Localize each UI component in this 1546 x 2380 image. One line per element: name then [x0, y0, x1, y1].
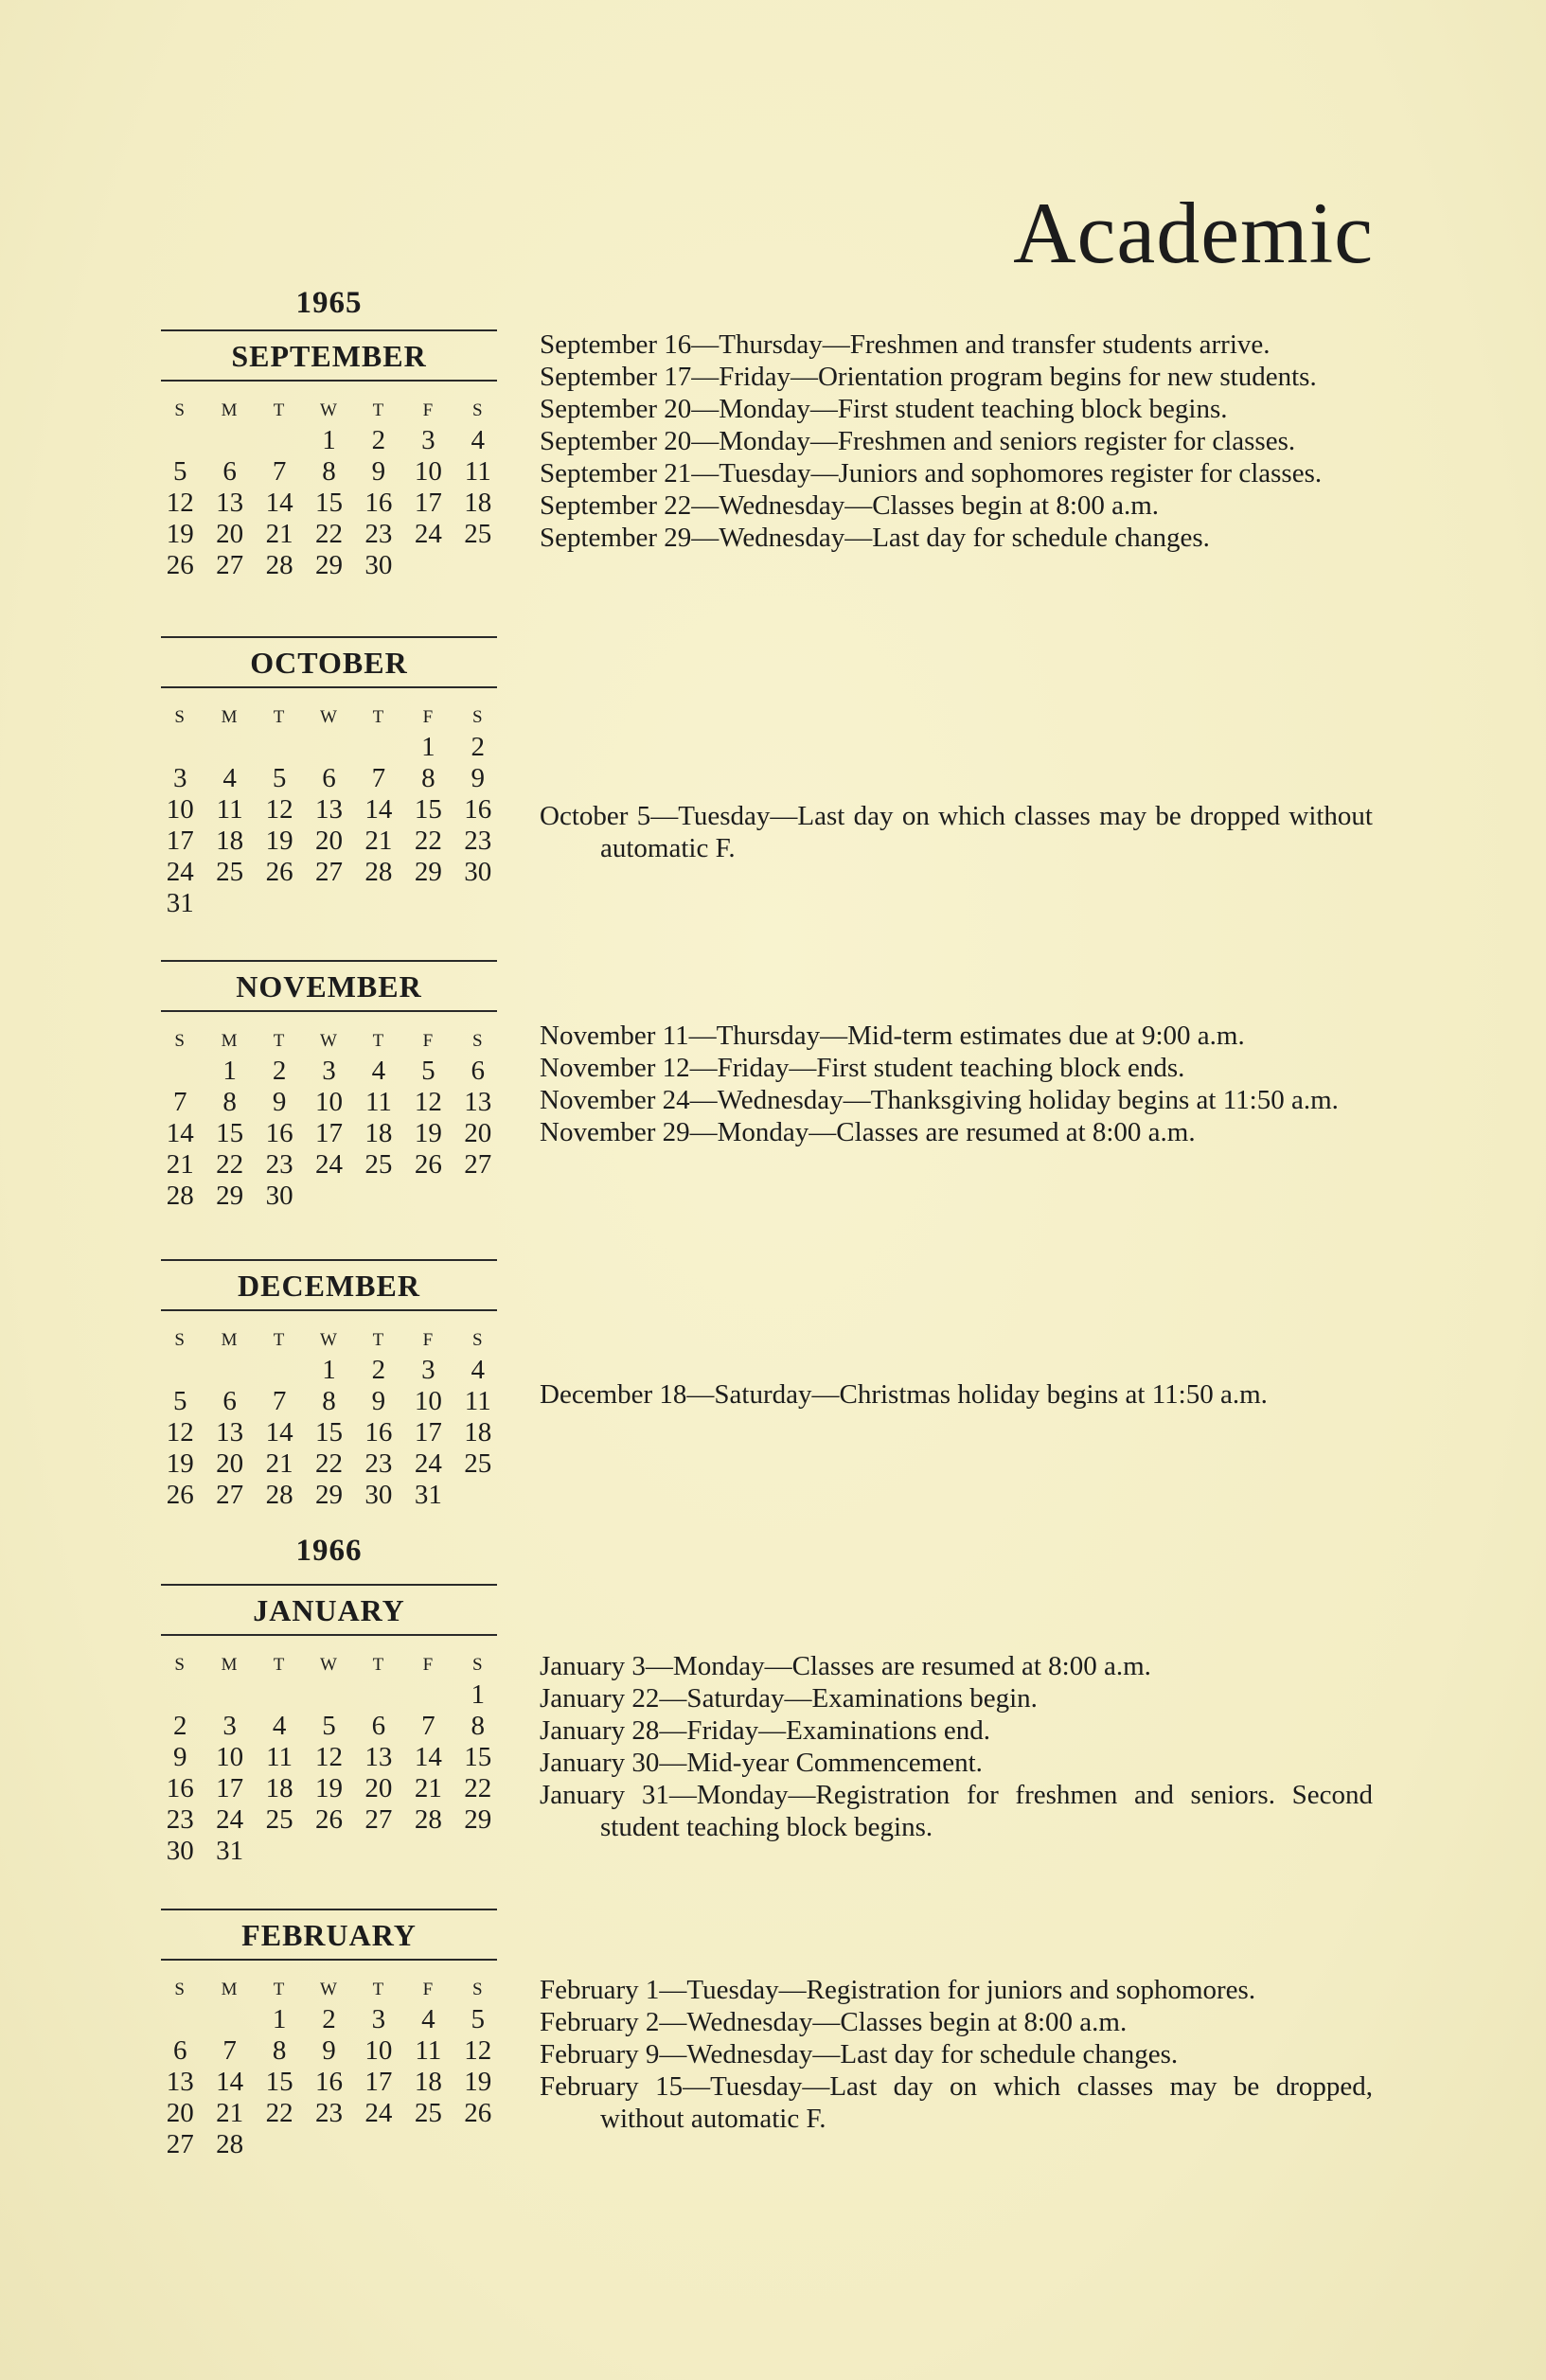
calendar-day: 17 [216, 1773, 244, 1803]
calendar-event: December 18—Saturday—Christmas holiday begins at 11:50 a.m. [540, 1379, 1268, 1410]
calendar-day: 27 [216, 1480, 244, 1510]
weekday-header: S [471, 707, 484, 727]
calendar-day: 30 [364, 550, 393, 580]
calendar-month-name: DECEMBER [161, 1261, 497, 1311]
calendar-day: 14 [166, 1118, 194, 1148]
calendar-day: 14 [414, 1742, 442, 1772]
weekday-header: T [273, 400, 286, 420]
calendar-day: 13 [216, 488, 244, 518]
calendar-day: 1 [272, 2004, 287, 2034]
weekday-header: S [174, 1980, 186, 1999]
calendar-day: 8 [421, 763, 435, 793]
calendar-day: 2 [471, 732, 486, 762]
calendar-day: 13 [314, 794, 343, 825]
calendar-day: 1 [222, 1056, 237, 1086]
weekday-header: S [174, 1655, 186, 1675]
calendar-day: 22 [314, 519, 343, 549]
calendar-blank-cell [403, 1679, 453, 1711]
calendar-event: September 29—Wednesday—Last day for schedule changes. [540, 523, 1210, 553]
calendar-day: 16 [265, 1118, 293, 1148]
calendar-day: 11 [464, 1386, 491, 1416]
calendar-blank-cell [155, 732, 204, 763]
calendar-day: 4 [471, 1355, 486, 1385]
calendar-day: 28 [265, 550, 293, 580]
calendar-day: 16 [464, 794, 492, 825]
calendar-day: 18 [216, 826, 244, 856]
calendar-day: 2 [322, 2004, 336, 2034]
calendar-day: 11 [266, 1742, 293, 1772]
weekday-header: F [422, 1655, 435, 1675]
calendar-day: 31 [166, 888, 194, 918]
weekday-header: T [273, 1330, 286, 1350]
calendar-day: 22 [414, 826, 442, 856]
calendar-day: 23 [364, 1448, 393, 1479]
weekday-header: M [221, 1330, 239, 1350]
events-november [540, 1020, 1373, 1148]
calendar-day: 10 [364, 2035, 393, 2066]
weekday-header: M [221, 1980, 239, 1999]
calendar-day: 7 [172, 1087, 187, 1117]
weekday-header: M [221, 1655, 239, 1675]
calendar-day: 17 [364, 2067, 393, 2097]
calendar-day: 27 [464, 1149, 492, 1180]
weekday-header: S [174, 1031, 186, 1051]
calendar-day: 26 [314, 1804, 343, 1835]
calendar-day: 27 [314, 857, 343, 887]
calendar-day: 9 [172, 1742, 187, 1772]
calendar-day: 31 [216, 1836, 244, 1866]
calendar-blank-cell [354, 732, 403, 763]
calendar-blank-cell [204, 2004, 254, 2035]
calendar-day: 2 [272, 1056, 287, 1086]
calendar-day: 26 [464, 2098, 492, 2128]
calendar-day: 15 [314, 488, 343, 518]
weekday-header: S [471, 1031, 484, 1051]
weekday-header: T [273, 707, 286, 727]
calendar-day: 12 [464, 2035, 492, 2066]
calendar-day: 30 [166, 1836, 194, 1866]
calendar-day: 27 [216, 550, 244, 580]
calendar-day: 28 [166, 1181, 194, 1211]
calendar-day: 11 [364, 1087, 392, 1117]
calendar-day: 11 [216, 794, 243, 825]
calendar-day: 23 [166, 1804, 194, 1835]
calendar-day: 22 [216, 1149, 244, 1180]
calendar-day: 3 [222, 1711, 237, 1741]
year-1965: 1965 [295, 286, 363, 320]
calendar-day: 26 [414, 1149, 442, 1180]
calendar-event: October 5—Tuesday—Last day on which classes may be dropped without automatic F. [540, 801, 1373, 863]
calendar-event: September 21—Tuesday—Juniors and sophomores register for classes. [540, 458, 1323, 488]
calendar-day: 8 [322, 1386, 336, 1416]
calendar-blank-cell [155, 1355, 204, 1386]
calendar-day: 23 [464, 826, 492, 856]
calendar-blank-cell [155, 1056, 204, 1087]
calendar-event: November 24—Wednesday—Thanksgiving holiday begins at 11:50 a.m. [540, 1085, 1339, 1115]
calendar-day: 12 [265, 794, 293, 825]
calendar-blank-cell [255, 425, 304, 456]
calendar-day: 13 [216, 1417, 244, 1448]
calendar-september [161, 329, 497, 581]
weekday-header: M [221, 707, 239, 727]
calendar-event: September 20—Monday—Freshmen and seniors register for classes. [540, 426, 1296, 456]
calendar-day: 19 [265, 826, 293, 856]
calendar-day: 3 [371, 2004, 386, 2034]
calendar-day: 15 [265, 2067, 293, 2097]
calendar-october [161, 636, 497, 919]
weekday-header: T [372, 1655, 385, 1675]
calendar-day: 26 [166, 550, 194, 580]
calendar-day: 10 [216, 1742, 244, 1772]
calendar-day: 11 [464, 456, 491, 487]
calendar-day: 19 [314, 1773, 343, 1803]
calendar-day: 4 [222, 763, 237, 793]
calendar-day: 23 [364, 519, 393, 549]
calendar-day: 8 [471, 1711, 486, 1741]
calendar-day: 24 [216, 1804, 244, 1835]
calendar-day: 16 [314, 2067, 343, 2097]
calendar-day: 22 [265, 2098, 293, 2128]
calendar-day: 30 [265, 1181, 293, 1211]
weekday-header: W [320, 707, 338, 727]
calendar-day: 2 [172, 1711, 187, 1741]
calendar-day: 25 [364, 1149, 393, 1180]
calendar-day: 24 [166, 857, 194, 887]
calendar-day: 3 [322, 1056, 336, 1086]
calendar-day: 15 [314, 1417, 343, 1448]
calendar-grid [155, 703, 503, 919]
calendar-day: 28 [364, 857, 393, 887]
calendar-day: 30 [464, 857, 492, 887]
calendar-day: 17 [314, 1118, 343, 1148]
calendar-day: 6 [222, 456, 237, 487]
calendar-day: 30 [364, 1480, 393, 1510]
calendar-blank-cell [255, 1679, 304, 1711]
calendar-day: 6 [172, 2035, 187, 2066]
calendar-event: February 2—Wednesday—Classes begin at 8:00 a.m. [540, 2007, 1128, 2037]
calendar-day: 5 [322, 1711, 336, 1741]
calendar-day: 14 [265, 488, 293, 518]
calendar-day: 21 [166, 1149, 194, 1180]
calendar-day: 14 [216, 2067, 244, 2097]
calendar-day: 18 [464, 1417, 492, 1448]
calendar-day: 20 [166, 2098, 194, 2128]
calendar-day: 29 [464, 1804, 492, 1835]
weekday-header: T [273, 1655, 286, 1675]
calendar-day: 6 [471, 1056, 486, 1086]
calendar-day: 7 [371, 763, 386, 793]
calendar-day: 23 [314, 2098, 343, 2128]
calendar-day: 9 [371, 456, 386, 487]
calendar-day: 20 [364, 1773, 393, 1803]
calendar-grid [155, 1027, 503, 1212]
calendar-grid [155, 397, 503, 581]
calendar-day: 21 [364, 826, 393, 856]
year-1966: 1966 [295, 1534, 363, 1568]
calendar-day: 6 [322, 763, 336, 793]
calendar-day: 19 [464, 2067, 492, 2097]
weekday-header: W [320, 1031, 338, 1051]
calendar-event: November 11—Thursday—Mid-term estimates due at 9:00 a.m. [540, 1021, 1245, 1051]
calendar-day: 29 [314, 550, 343, 580]
calendar-day: 10 [166, 794, 194, 825]
calendar-day: 25 [216, 857, 244, 887]
calendar-month-name: SEPTEMBER [161, 331, 497, 382]
calendar-day: 25 [414, 2098, 442, 2128]
weekday-header: W [320, 1330, 338, 1350]
calendar-day: 24 [414, 1448, 442, 1479]
calendar-blank-cell [354, 1679, 403, 1711]
calendar-day: 14 [265, 1417, 293, 1448]
calendar-day: 9 [322, 2035, 336, 2066]
calendar-event: September 22—Wednesday—Classes begin at 8:00 a.m. [540, 490, 1160, 521]
calendar-day: 17 [414, 1417, 442, 1448]
calendar-day: 6 [371, 1711, 386, 1741]
weekday-header: S [174, 400, 186, 420]
calendar-blank-cell [204, 1679, 254, 1711]
weekday-header: W [320, 400, 338, 420]
calendar-day: 25 [464, 1448, 492, 1479]
weekday-header: W [320, 1980, 338, 1999]
calendar-day: 26 [265, 857, 293, 887]
calendar-day: 13 [364, 1742, 393, 1772]
calendar-day: 28 [265, 1480, 293, 1510]
calendar-january [161, 1584, 497, 1867]
events-september [540, 329, 1373, 554]
calendar-day: 20 [314, 826, 343, 856]
weekday-header: T [372, 707, 385, 727]
calendar-day: 22 [464, 1773, 492, 1803]
weekday-header: T [273, 1031, 286, 1051]
calendar-day: 1 [471, 1679, 486, 1710]
calendar-day: 19 [166, 1448, 194, 1479]
calendar-day: 18 [464, 488, 492, 518]
calendar-day: 12 [166, 1417, 194, 1448]
calendar-day: 20 [216, 519, 244, 549]
calendar-day: 25 [464, 519, 492, 549]
calendar-grid [155, 1326, 503, 1511]
calendar-day: 18 [364, 1118, 393, 1148]
calendar-event: November 29—Monday—Classes are resumed at 8:00 a.m. [540, 1117, 1196, 1147]
calendar-day: 9 [371, 1386, 386, 1416]
calendar-day: 24 [364, 2098, 393, 2128]
calendar-event: February 15—Tuesday—Last day on which classes may be dropped, without automatic F. [540, 2071, 1373, 2134]
calendar-day: 5 [272, 763, 287, 793]
calendar-day: 5 [421, 1056, 435, 1086]
calendar-day: 10 [314, 1087, 343, 1117]
calendar-december [161, 1259, 497, 1511]
calendar-november [161, 960, 497, 1212]
weekday-header: S [471, 1655, 484, 1675]
calendar-day: 12 [314, 1742, 343, 1772]
calendar-day: 9 [272, 1087, 287, 1117]
calendar-event: January 28—Friday—Examinations end. [540, 1715, 990, 1746]
calendar-event: September 16—Thursday—Freshmen and transfer students arrive. [540, 329, 1271, 360]
calendar-day: 15 [464, 1742, 492, 1772]
weekday-header: S [174, 707, 186, 727]
calendar-day: 28 [414, 1804, 442, 1835]
calendar-month-name: OCTOBER [161, 638, 497, 688]
calendar-day: 7 [421, 1711, 435, 1741]
calendar-day: 7 [222, 2035, 237, 2066]
calendar-blank-cell [204, 425, 254, 456]
calendar-day: 1 [421, 732, 435, 762]
calendar-day: 15 [414, 794, 442, 825]
calendar-day: 29 [314, 1480, 343, 1510]
weekday-header: T [372, 1031, 385, 1051]
calendar-day: 8 [222, 1087, 237, 1117]
calendar-day: 21 [265, 1448, 293, 1479]
weekday-header: F [422, 707, 435, 727]
weekday-header: F [422, 400, 435, 420]
weekday-header: F [422, 1330, 435, 1350]
calendar-month-name: JANUARY [161, 1586, 497, 1636]
calendar-blank-cell [155, 2004, 204, 2035]
calendar-day: 4 [421, 2004, 435, 2034]
calendar-day: 29 [414, 857, 442, 887]
calendar-day: 24 [414, 519, 442, 549]
calendar-grid [155, 1651, 503, 1867]
weekday-header: F [422, 1980, 435, 1999]
calendar-day: 2 [371, 1355, 386, 1385]
calendar-day: 7 [272, 1386, 287, 1416]
weekday-header: M [221, 1031, 239, 1051]
weekday-header: S [471, 1330, 484, 1350]
calendar-event: February 1—Tuesday—Registration for juniors and sophomores. [540, 1975, 1256, 2005]
calendar-day: 27 [364, 1804, 393, 1835]
calendar-event: September 20—Monday—First student teaching block begins. [540, 394, 1228, 424]
calendar-day: 14 [364, 794, 393, 825]
events-october [540, 800, 1373, 864]
calendar-february [161, 1909, 497, 2160]
weekday-header: T [372, 400, 385, 420]
calendar-month-name: FEBRUARY [161, 1910, 497, 1961]
calendar-day: 16 [166, 1773, 194, 1803]
calendar-day: 10 [414, 1386, 442, 1416]
calendar-day: 21 [265, 519, 293, 549]
calendar-day: 3 [421, 1355, 435, 1385]
calendar-day: 20 [216, 1448, 244, 1479]
calendar-blank-cell [204, 1355, 254, 1386]
calendar-day: 9 [471, 763, 486, 793]
calendar-day: 23 [265, 1149, 293, 1180]
weekday-header: S [471, 400, 484, 420]
calendar-day: 7 [272, 456, 287, 487]
calendar-day: 18 [414, 2067, 442, 2097]
calendar-day: 3 [421, 425, 435, 455]
weekday-header: F [422, 1031, 435, 1051]
events-december [540, 1378, 1373, 1411]
calendar-day: 13 [464, 1087, 492, 1117]
calendar-day: 5 [172, 1386, 187, 1416]
calendar-event: November 12—Friday—First student teaching block ends. [540, 1053, 1185, 1083]
calendar-day: 20 [464, 1118, 492, 1148]
weekday-header: T [372, 1980, 385, 1999]
calendar-day: 8 [322, 456, 336, 487]
calendar-blank-cell [304, 732, 353, 763]
calendar-day: 31 [414, 1480, 442, 1510]
events-january [540, 1650, 1373, 1843]
calendar-day: 12 [414, 1087, 442, 1117]
calendar-event: September 17—Friday—Orientation program begins for new students. [540, 362, 1317, 392]
calendar-day: 29 [216, 1181, 244, 1211]
calendar-event: February 9—Wednesday—Last day for schedule changes. [540, 2039, 1179, 2069]
calendar-day: 25 [265, 1804, 293, 1835]
calendar-day: 5 [172, 456, 187, 487]
calendar-day: 28 [216, 2129, 244, 2159]
calendar-blank-cell [204, 732, 254, 763]
weekday-header: T [372, 1330, 385, 1350]
calendar-day: 8 [272, 2035, 287, 2066]
calendar-day: 17 [166, 826, 194, 856]
calendar-grid [155, 1976, 503, 2160]
calendar-blank-cell [255, 1355, 304, 1386]
calendar-day: 21 [414, 1773, 442, 1803]
calendar-day: 26 [166, 1480, 194, 1510]
calendar-day: 18 [265, 1773, 293, 1803]
calendar-day: 16 [364, 488, 393, 518]
calendar-event: January 3—Monday—Classes are resumed at 8:00 a.m. [540, 1651, 1151, 1681]
calendar-day: 3 [172, 763, 187, 793]
calendar-day: 24 [314, 1149, 343, 1180]
calendar-month-name: NOVEMBER [161, 962, 497, 1012]
calendar-event: January 30—Mid-year Commencement. [540, 1748, 983, 1778]
calendar-day: 4 [471, 425, 486, 455]
calendar-day: 15 [216, 1118, 244, 1148]
weekday-header: T [273, 1980, 286, 1999]
weekday-header: S [471, 1980, 484, 1999]
calendar-day: 1 [322, 425, 336, 455]
events-february [540, 1974, 1373, 2135]
weekday-header: W [320, 1655, 338, 1675]
calendar-day: 27 [166, 2129, 194, 2159]
calendar-blank-cell [155, 425, 204, 456]
calendar-event: January 22—Saturday—Examinations begin. [540, 1683, 1038, 1714]
weekday-header: S [174, 1330, 186, 1350]
calendar-day: 1 [322, 1355, 336, 1385]
calendar-day: 22 [314, 1448, 343, 1479]
calendar-day: 2 [371, 425, 386, 455]
calendar-day: 19 [414, 1118, 442, 1148]
calendar-day: 13 [166, 2067, 194, 2097]
calendar-day: 4 [371, 1056, 386, 1086]
calendar-day: 17 [414, 488, 442, 518]
calendar-blank-cell [255, 732, 304, 763]
calendar-day: 4 [272, 1711, 287, 1741]
page-heading: Academic [1013, 185, 1374, 281]
calendar-blank-cell [304, 1679, 353, 1711]
weekday-header: M [221, 400, 239, 420]
calendar-day: 10 [414, 456, 442, 487]
calendar-day: 5 [471, 2004, 486, 2034]
calendar-day: 21 [216, 2098, 244, 2128]
calendar-blank-cell [155, 1679, 204, 1711]
calendar-day: 19 [166, 519, 194, 549]
calendar-day: 16 [364, 1417, 393, 1448]
calendar-day: 12 [166, 488, 194, 518]
calendar-day: 6 [222, 1386, 237, 1416]
calendar-day: 11 [415, 2035, 442, 2066]
calendar-event: January 31—Monday—Registration for freshmen and seniors. Second student teaching block begins. [540, 1780, 1373, 1842]
